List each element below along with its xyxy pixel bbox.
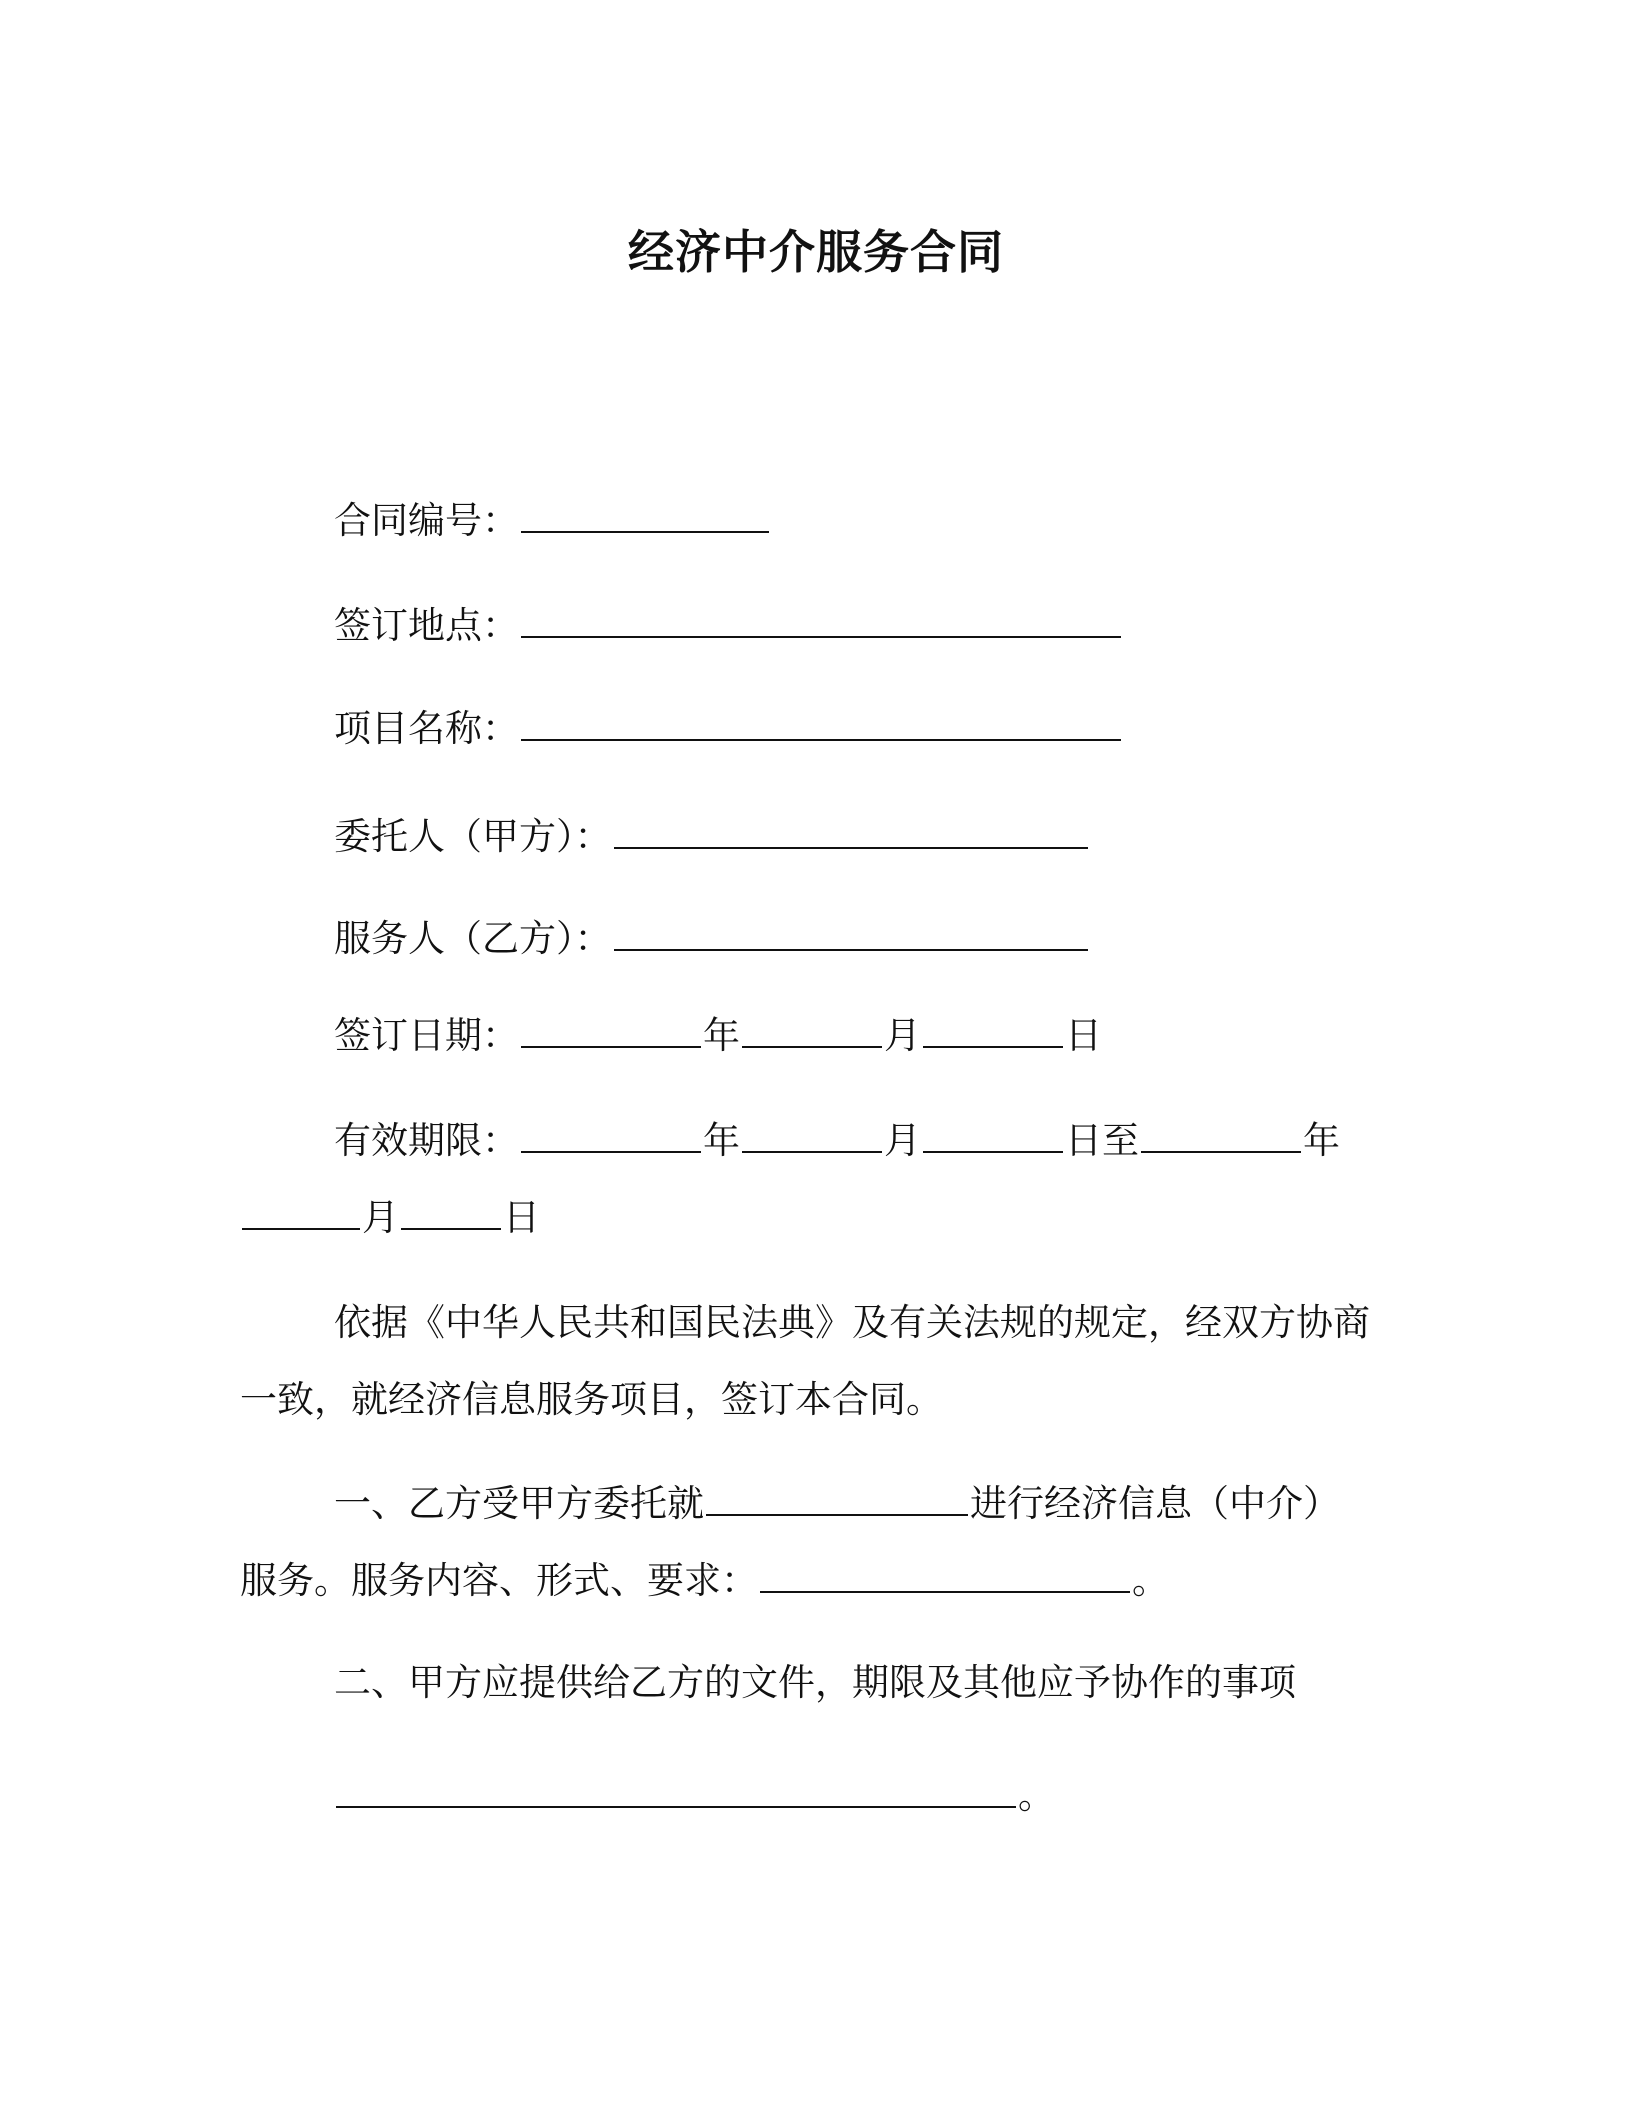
valid-start-month-unit: 月 [884,1119,921,1162]
sign-place-blank[interactable] [521,600,1121,638]
clause-1-line2 [240,1555,1169,1606]
clause-1-line1 [334,1478,1340,1529]
provider-row [334,913,1090,964]
project-name-blank[interactable] [521,703,1121,741]
sign-date-year-unit: 年 [703,1014,740,1057]
clause-1-subject-blank[interactable] [706,1478,968,1516]
clause-2-end-mark: 。 [1018,1774,1055,1817]
sign-date-day-blank[interactable] [923,1010,1063,1048]
valid-period-label: 有效期限： [334,1119,519,1162]
sign-date-year-blank[interactable] [521,1010,701,1048]
valid-period-row [334,1115,1340,1166]
valid-start-day-to-unit: 日至 [1065,1119,1139,1162]
clause-1-service-blank[interactable] [760,1555,1130,1593]
clause-1-part1: 一、乙方受甲方委托就 [334,1482,704,1525]
project-name-row [334,703,1123,754]
provider-blank[interactable] [614,913,1088,951]
valid-end-month-unit: 月 [362,1196,399,1239]
clause-2-line2 [334,1770,1055,1821]
contract-number-blank[interactable] [521,495,769,533]
project-name-label: 项目名称： [334,707,519,750]
clause-2-line1: 二、甲方应提供给乙方的文件，期限及其他应予协作的事项 [334,1661,1296,1704]
sign-date-row [334,1010,1102,1061]
valid-start-year-unit: 年 [703,1119,740,1162]
valid-period-row-continued [240,1192,540,1243]
contract-number-row [334,495,771,546]
document-title: 经济中介服务合同 [628,225,1004,279]
clause-1-part2: 进行经济信息（中介） [970,1482,1340,1525]
valid-start-month-blank[interactable] [742,1115,882,1153]
sign-place-label: 签订地点： [334,604,519,647]
valid-end-year-blank[interactable] [1141,1115,1301,1153]
valid-end-year-unit: 年 [1303,1119,1340,1162]
sign-date-month-unit: 月 [884,1014,921,1057]
client-blank[interactable] [614,811,1088,849]
sign-date-month-blank[interactable] [742,1010,882,1048]
intro-paragraph-line1: 依据《中华人民共和国民法典》及有关法规的规定，经双方协商 [334,1301,1370,1344]
client-label: 委托人（甲方）： [334,815,612,858]
clause-2-items-blank[interactable] [336,1770,1016,1808]
sign-place-row [334,600,1123,651]
contract-number-label: 合同编号： [334,499,519,542]
clause-1-end-mark: 。 [1132,1559,1169,1602]
clause-1-service-label: 服务。服务内容、形式、要求： [240,1559,758,1602]
provider-label: 服务人（乙方）： [334,917,612,960]
client-row [334,811,1090,862]
sign-date-day-unit: 日 [1065,1014,1102,1057]
sign-date-label: 签订日期： [334,1014,519,1057]
valid-start-year-blank[interactable] [521,1115,701,1153]
intro-paragraph-line2: 一致，就经济信息服务项目，签订本合同。 [240,1378,943,1421]
valid-end-month-blank[interactable] [242,1192,360,1230]
valid-start-day-blank[interactable] [923,1115,1063,1153]
valid-end-day-unit: 日 [503,1196,540,1239]
valid-end-day-blank[interactable] [401,1192,501,1230]
